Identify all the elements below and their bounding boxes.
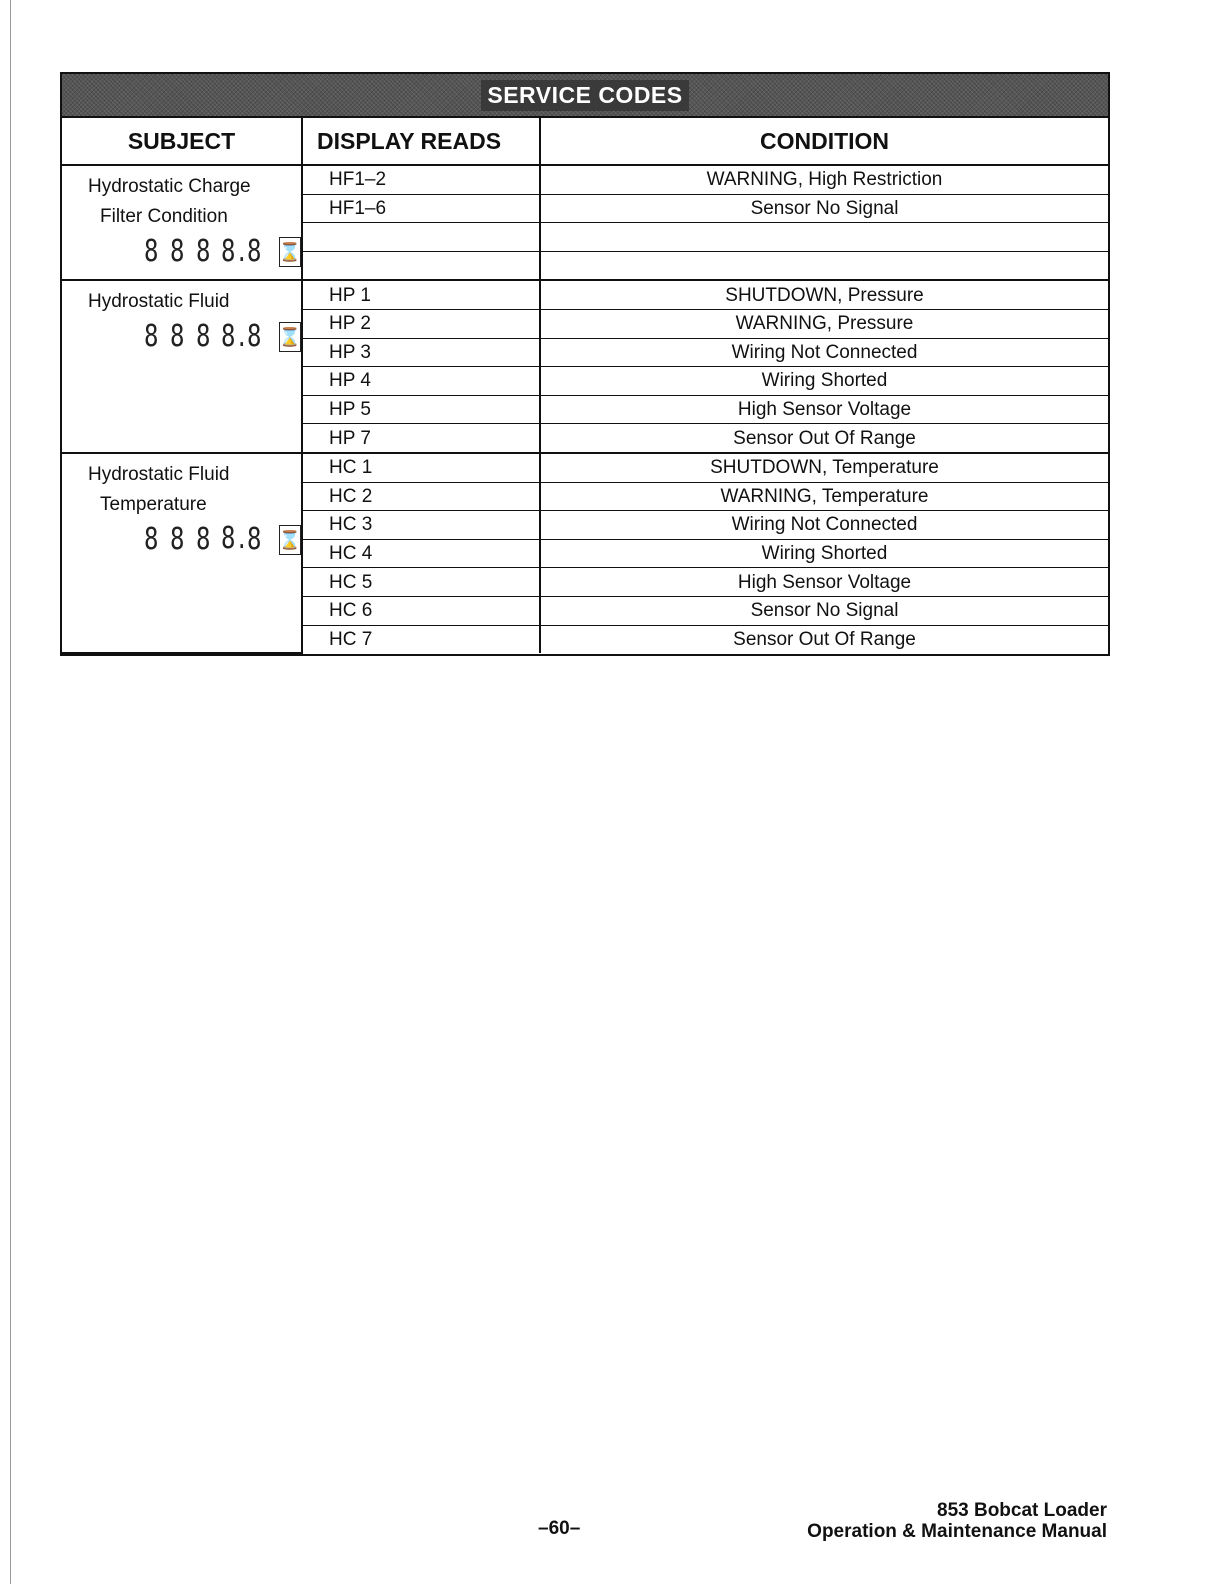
segment-digit-icon: 8 . bbox=[221, 237, 239, 268]
condition-cell: SHUTDOWN, Pressure bbox=[540, 280, 1108, 309]
display-code-cell bbox=[302, 251, 540, 280]
segment-digit-icon: 8 bbox=[195, 234, 210, 269]
condition-cell: WARNING, High Restriction bbox=[540, 165, 1108, 194]
condition-cell: Wiring Not Connected bbox=[540, 511, 1108, 540]
display-code-cell: HC 5 bbox=[302, 568, 540, 597]
table-row bbox=[62, 280, 1108, 309]
display-code-cell: HF1–6 bbox=[302, 194, 540, 223]
condition-cell: Sensor No Signal bbox=[540, 194, 1108, 223]
subject-cell bbox=[62, 165, 302, 280]
hourglass-icon: ⌛ bbox=[279, 237, 301, 267]
display-code-cell: HC 3 bbox=[302, 511, 540, 540]
subject-cell bbox=[62, 453, 302, 653]
table-row bbox=[62, 453, 1108, 482]
seven-segment-display-icon bbox=[144, 521, 302, 557]
condition-cell: WARNING, Pressure bbox=[540, 309, 1108, 338]
segment-digit-icon: 8 bbox=[195, 521, 210, 557]
condition-cell: Sensor Out Of Range bbox=[540, 424, 1108, 453]
segment-digit-icon: 8 bbox=[247, 521, 262, 557]
manual-title-line1: 853 Bobcat Loader bbox=[937, 1500, 1107, 1521]
segment-digit-icon: 8 . bbox=[221, 322, 239, 353]
segment-digit-icon: 8 bbox=[144, 521, 159, 557]
segment-digit-icon: 8 bbox=[247, 319, 262, 355]
display-code-cell: HP 4 bbox=[302, 367, 540, 396]
header-subject: SUBJECT bbox=[62, 118, 302, 165]
condition-cell: Wiring Not Connected bbox=[540, 338, 1108, 367]
display-code-cell: HP 2 bbox=[302, 309, 540, 338]
condition-cell: Wiring Shorted bbox=[540, 539, 1108, 568]
service-codes-table bbox=[60, 72, 1110, 656]
segment-digit-icon: 8 bbox=[144, 319, 159, 355]
hourglass-icon: ⌛ bbox=[279, 322, 301, 352]
table-row bbox=[62, 165, 1108, 194]
subject-text: Temperature bbox=[100, 493, 207, 515]
condition-cell: Wiring Shorted bbox=[540, 367, 1108, 396]
display-code-cell: HP 5 bbox=[302, 395, 540, 424]
display-code-cell: HC 1 bbox=[302, 453, 540, 482]
segment-digit-icon: 8 bbox=[169, 319, 185, 355]
display-code-cell: HC 2 bbox=[302, 482, 540, 511]
subject-cell bbox=[62, 280, 302, 453]
subject-text: Filter Condition bbox=[100, 206, 228, 227]
subject-text: Hydrostatic Charge bbox=[88, 176, 251, 197]
header-display-reads: DISPLAY READS bbox=[302, 118, 540, 165]
segment-digit-icon: 8 bbox=[247, 234, 262, 269]
segment-digit-icon: 8 bbox=[169, 234, 185, 269]
display-code-cell: HF1–2 bbox=[302, 165, 540, 194]
display-code-cell: HP 3 bbox=[302, 338, 540, 367]
table-title: SERVICE CODES bbox=[481, 80, 688, 111]
segment-digit-icon: 8 bbox=[169, 521, 185, 557]
condition-cell bbox=[540, 251, 1108, 280]
segment-digit-icon: 8 bbox=[195, 319, 210, 355]
condition-cell bbox=[540, 223, 1108, 252]
condition-cell: Sensor No Signal bbox=[540, 596, 1108, 625]
header-condition: CONDITION bbox=[540, 118, 1108, 165]
display-code-cell: HP 1 bbox=[302, 280, 540, 309]
table-banner bbox=[62, 74, 1108, 118]
manual-title bbox=[807, 1500, 1107, 1542]
condition-cell: Sensor Out Of Range bbox=[733, 628, 916, 650]
segment-digit-icon: 8 bbox=[144, 234, 159, 269]
condition-cell: High Sensor Voltage bbox=[540, 395, 1108, 424]
seven-segment-display-icon bbox=[144, 318, 302, 355]
condition-cell: High Sensor Voltage bbox=[540, 568, 1108, 597]
display-code-cell: HP 7 bbox=[302, 424, 540, 453]
seven-segment-display-icon bbox=[144, 233, 302, 269]
codes-grid bbox=[62, 118, 1108, 654]
header-row bbox=[62, 118, 1108, 165]
condition-cell: WARNING, Temperature bbox=[540, 482, 1108, 511]
display-code-cell: HC 6 bbox=[302, 596, 540, 625]
segment-digit-icon: 8 . bbox=[221, 524, 239, 555]
subject-text: Hydrostatic Fluid bbox=[88, 463, 230, 485]
hourglass-icon: ⌛ bbox=[279, 525, 301, 555]
manual-title-line2: Operation & Maintenance Manual bbox=[807, 1521, 1107, 1542]
page-number: –60– bbox=[538, 1518, 581, 1539]
display-code-cell: HC 7 bbox=[302, 625, 540, 653]
display-code-cell bbox=[302, 223, 540, 252]
condition-cell: SHUTDOWN, Temperature bbox=[540, 453, 1108, 482]
display-code-cell: HC 4 bbox=[302, 539, 540, 568]
page-edge bbox=[10, 0, 11, 1584]
subject-text: Hydrostatic Fluid bbox=[88, 291, 230, 313]
